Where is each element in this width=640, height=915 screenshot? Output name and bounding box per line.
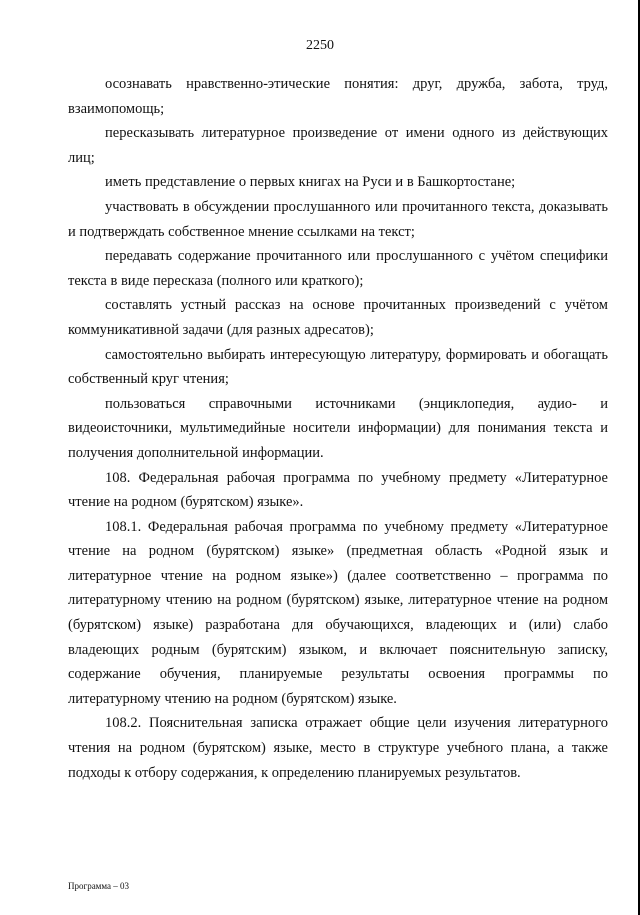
paragraph-reference-sources: пользоваться справочными источниками (энциклопедия, аудио- и видеоисточники, мультимедийные носители информации) для понимания текста и получения дополнительной информации.: [68, 395, 608, 461]
paragraph-section-108-2: 108.2. Пояснительная записка отражает общие цели изучения литературного чтения на родном (бурятском) языке, место в структуре учебного плана, а также подходы к отбору содержания, к определению планируемых результатов.: [68, 715, 608, 781]
page-number: 2250: [306, 38, 334, 53]
paragraph-section-108-1: 108.1. Федеральная рабочая программа по учебному предмету «Литературное чтение на родном (бурятском) языке» (предметная область «Родной язык и литературное чтение на родном языке») (далее соответственно – программа по литературному чтению на родном (бурятском) языке, литературное чтение на родном (бурятском) языке) разработана для обучающихся, владеющих и (или) слабо владеющих родным (бурятским) языком, и включает пояснительную записку, содержание обучения, планируемые результаты освоения программы по литературному чтению на родном (бурятском) языке.: [68, 518, 608, 707]
paragraph-retell-content: передавать содержание прочитанного или прослушанного с учётом специфики текста в виде пересказа (полного или краткого);: [68, 248, 608, 289]
paragraph-discussion: участвовать в обсуждении прослушанного или прочитанного текста, доказывать и подтверждать собственное мнение ссылками на текст;: [68, 198, 608, 240]
footer-program-label: Программа – 03: [68, 881, 130, 891]
paragraph-retell-character: пересказывать литературное произведение от имени одного из действующих лиц;: [68, 125, 608, 166]
document-body: [68, 72, 608, 785]
paragraph-oral-story: составлять устный рассказ на основе прочитанных произведений с учётом коммуникативной задачи (для разных адресатов);: [68, 297, 608, 338]
paragraph-first-books: иметь представление о первых книгах на Руси и в Башкортостане;: [105, 174, 516, 191]
paragraph-choose-literature: самостоятельно выбирать интересующую литературу, формировать и обогащать собственный круг чтения;: [68, 346, 608, 388]
paragraph-section-108: 108. Федеральная рабочая программа по учебному предмету «Литературное чтение на родном (бурятском) языке».: [68, 469, 608, 511]
paragraph-understand-ethics: осознавать нравственно-этические понятия: друг, дружба, забота, труд, взаимопомощь;: [68, 76, 608, 117]
